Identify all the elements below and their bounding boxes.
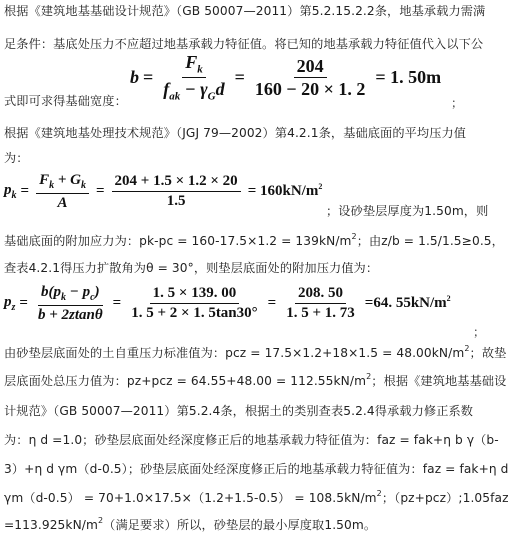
formula2-fraction-2 <box>112 173 241 211</box>
text-line-1: 根据《建筑地基基础设计规范》（GB 50007—2011）第5.2.15.2.2条，地基承载力需满 <box>4 4 486 18</box>
formula2-frac2-numerator: 204 + 1.5 × 1.2 × 20 <box>112 173 241 192</box>
formula3-frac2-denominator: 1. 5 + 2 × 1. 5tan30° <box>131 305 258 322</box>
formula1-frac1-denominator: $f_{ak} - \gamma_Gd$ <box>163 79 225 103</box>
text-line-5: 为： <box>4 151 29 165</box>
semicolon-2: ； <box>473 325 486 339</box>
text-line-15: $=113.925kN/m^2$（满足要求）所以，砂垫层的最小厚度取1.50m。 <box>4 516 377 532</box>
formula1-frac2-denominator: 160 − 20 × 1. 2 <box>254 79 366 100</box>
text-line-11: 计规范》（GB 50007—2011）第5.2.4条，根据土的类别查表5.2.4得承载力修正系数 <box>4 404 474 418</box>
formula3-frac1-numerator: $b(p_k - p_c)$ <box>38 284 103 306</box>
formula3-fraction-2 <box>128 285 260 323</box>
formula1-result: = 1. 50m <box>375 67 442 88</box>
text-line-14: $\gamma m(d-0.5) = 70+1.0\times 17.5\times(1.2+1.5-0.5) = 108.5kN/m^2$；（pz+pcz）;1.05faz <box>4 489 509 505</box>
formula2-frac1-denominator: A <box>57 194 68 211</box>
formula3-frac3-numerator: 208. 50 <box>295 285 346 304</box>
formula-additional-pressure: $p_z$ = $\frac{b(p_k - p_c)}{b + 2ztan\theta}$ = $\frac{1. 5 \times 139. 00}{1. 5 + 2 \times 1. 5\tan 30^\circ}$ = $\frac{208. 50}{1. 5 + 1. 73}$ =64. $55kN/m^2$ <box>4 284 451 323</box>
formula3-frac2-numerator: 1. 5 × 139. 00 <box>150 285 240 304</box>
formula1-lhs: b <box>130 67 139 88</box>
semicolon-1: ； <box>451 96 464 110</box>
formula-base-width: b = $\frac{F_k}{f_{ak} - \gamma_Gd}$ = $\frac{204}{160 - 20 \times 1. 2}$ = 1. 50m <box>130 52 442 103</box>
text-line-2: 足条件：基底处压力不应超过地基承载力特征值。将已知的地基承载力特征值代入以下公 <box>4 37 484 51</box>
formula-average-pressure: $p_k$ = $\frac{F_k + G_k}{A}$ = $\frac{204 + 1.5 \times 1.2 \times 20}{1.5}$ = $160kN/m^2$ <box>4 172 323 211</box>
text-line-10: 层底面处总压力值为：$pz+pcz = 64.55+48.00 = 112.55kN/m^2$；根据《建筑地基基础设 <box>4 372 507 388</box>
formula2-lhs: $p_k$ <box>4 182 17 202</box>
formula3-frac1-denominator: b + 2ztanθ <box>37 306 103 323</box>
formula3-frac3-denominator: 1. 5 + 1. 73 <box>286 305 355 322</box>
text-line-8: 查表4.2.1得压力扩散角为θ = 30°，则垫层底面处的附加压力值为： <box>4 261 379 275</box>
formula3-fraction-1 <box>35 284 106 324</box>
formula2-fraction-1 <box>36 172 89 212</box>
text-line-4: 根据《建筑地基处理技术规范》（JGJ 79—2002）第4.2.1条，基础底面的平均压力值 <box>4 126 467 140</box>
text-line-6-tail: ；设砂垫层厚度为1.50m，则 <box>326 204 489 218</box>
formula1-frac2-numerator: 204 <box>294 56 327 79</box>
formula3-lhs: $p_z$ <box>4 294 16 314</box>
formula1-frac1-numerator: $F_k$ <box>182 52 206 78</box>
formula3-result: =64. $55kN/m^2$ <box>364 294 451 312</box>
formula2-result: = $160kN/m^2$ <box>247 182 323 200</box>
formula3-fraction-3 <box>283 285 358 323</box>
text-line-9: 由砂垫层底面处的土自重压力标准值为：pcz = $17.5\times 1.2+18\times 1.5 = 48.00kN/m^2$；故垫 <box>4 344 507 360</box>
formula1-eq: = <box>143 67 154 88</box>
text-line-7: 基础底面的附加应力为：$pk-pc = 160-17.5\times 1.2 = 139kN/m^2$；由z/b = 1.5/1.5≥0.5， <box>4 232 504 248</box>
formula2-frac1-numerator: $F_k + G_k$ <box>36 172 89 194</box>
text-line-12: 为：η d =1.0；砂垫层底面处经深度修正后的地基承载力特征值为：faz = fak+η b γ（b- <box>4 433 499 447</box>
text-line-3: 式即可求得基础宽度： <box>4 94 127 108</box>
text-line-13: 3）+η d γm（d-0.5）；砂垫层底面处经深度修正后的地基承载力特征值为：faz = fak+η d <box>4 462 509 476</box>
formula2-frac2-denominator: 1.5 <box>166 193 186 210</box>
